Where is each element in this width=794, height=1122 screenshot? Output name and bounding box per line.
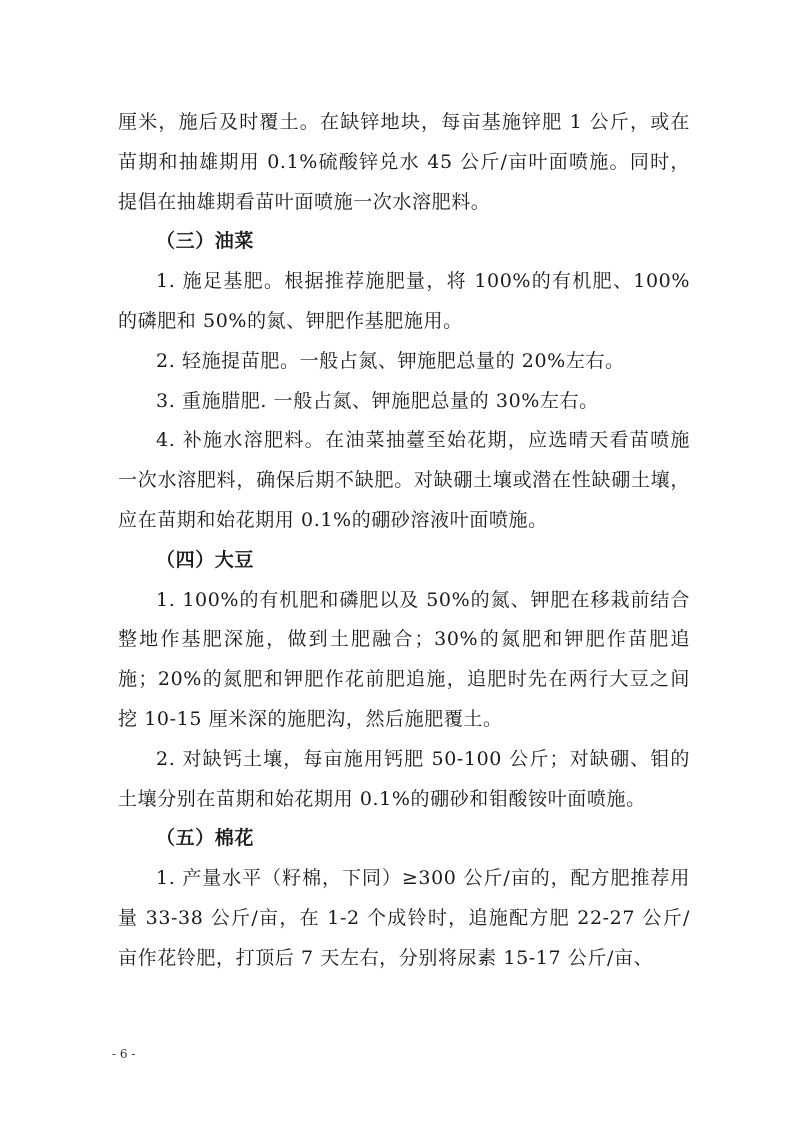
paragraph-rapeseed-3: 3. 重施腊肥. 一般占氮、钾施肥总量的 30%左右。 xyxy=(156,389,599,412)
paragraph-soybean-1: 1. 100%的有机肥和磷肥以及 50%的氮、钾肥在移栽前结合整地作基肥深施，做到土肥融合；30%的氮肥和钾肥作苗肥追施；20%的氮肥和钾肥作花前肥追施，追肥时先在两行大豆之间挖 10-15 厘米深的施肥沟，然后施肥覆土。 xyxy=(118,588,690,730)
paragraph-rapeseed-1: 1. 施足基肥。根据推荐施肥量，将 100%的有机肥、100%的磷肥和 50%的氮、钾肥作基肥施用。 xyxy=(118,270,690,332)
body-text xyxy=(118,103,690,979)
paragraph-continuation: 厘米，施后及时覆土。在缺锌地块，每亩基施锌肥 1 公斤，或在苗期和抽雄期用 0.1%硫酸锌兑水 45 公斤/亩叶面喷施。同时，提倡在抽雄期看苗叶面喷施一次水溶肥料。 xyxy=(118,111,690,213)
paragraph-rapeseed-4: 4. 补施水溶肥料。在油菜抽薹至始花期，应选晴天看苗喷施一次水溶肥料，确保后期不缺肥。对缺硼土壤或潜在性缺硼土壤，应在苗期和始花期用 0.1%的硼砂溶液叶面喷施。 xyxy=(118,429,690,531)
paragraph-soybean-2: 2. 对缺钙土壤，每亩施用钙肥 50-100 公斤；对缺硼、钼的土壤分别在苗期和始花期用 0.1%的硼砂和钼酸铵叶面喷施。 xyxy=(118,747,690,810)
paragraph-rapeseed-2: 2. 轻施提苗肥。一般占氮、钾施肥总量的 20%左右。 xyxy=(156,349,625,372)
paragraph-cotton-1: 1. 产量水平（籽棉，下同）≥300 公斤/亩的，配方肥推荐用量 33-38 公斤/亩，在 1-2 个成铃时，追施配方肥 22-27 公斤/亩作花铃肥，打顶后 7 天左右，分别将尿素 15-17 公斤/亩、 xyxy=(118,867,690,969)
section-heading-soybean: （四）大豆 xyxy=(156,548,255,571)
section-heading-rapeseed: （三）油菜 xyxy=(156,230,255,253)
page-number: - 6 - xyxy=(112,1047,136,1061)
section-heading-cotton: （五）棉花 xyxy=(156,827,255,850)
